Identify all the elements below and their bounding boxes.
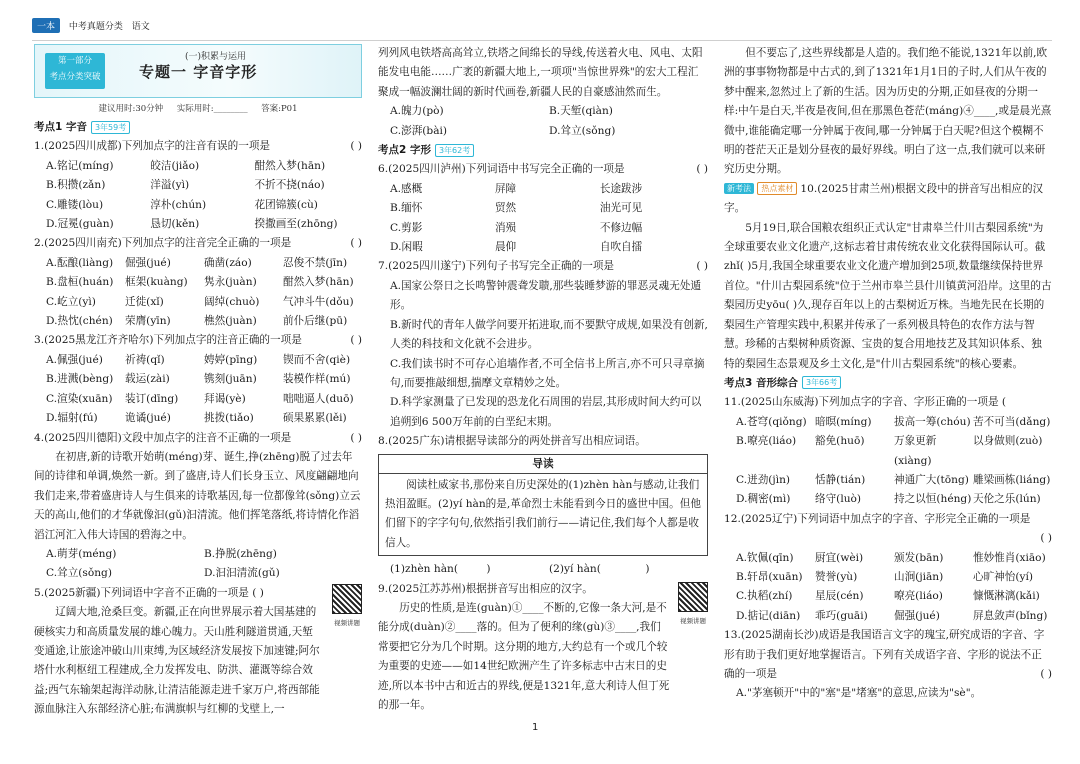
guide-body: 阅读杜威家书,那份来自历史深处的(1)zhèn hàn与感动,让我们热泪盈眶。(2)yí hàn的是,革命烈士未能看到今日的盛世中国。但他们留下的字字句句,依然指引我们前行——请记住,我们每个人都是收信人。 [385,478,701,549]
q1-opt: 淳朴(chún) [150,198,207,211]
q2-opt: C.屹立(yì) [46,295,96,308]
q12-opt: 乖巧(guāi) [815,609,868,622]
q2-options [34,254,362,332]
q11 [724,393,1052,509]
q3-stem: 3.(2025黑龙江齐齐哈尔)下列加点字的注音正确的一项是 [34,334,302,347]
q2-opt: 荣膺(yīn) [125,315,171,328]
q3-opt: 娉婷(pīng) [204,353,258,366]
q4-passage: 在初唐,新的诗歌开始萌(méng)芽、诞生,挣(zhēng)脱了过去年间的诗律和单调,焕然一新。到了盛唐,诗人们长身玉立、风度翩翩地向我们走来,带着盛唐诗人与生俱来的诗歌基因,每一位都像耸(sǒng)立云天的高山,他们的才华就像汩(gǔ)汩清流。他们挥笔落纸,将诗情化作滔滔江河汇入伟大诗国的碧海之中。 [34,450,361,541]
q9 [378,580,708,716]
q12-opt: 惟妙惟肖(xiāo) [973,551,1046,564]
q12-opt: 嘹亮(liáo) [894,590,943,603]
q10 [724,180,1052,374]
q1-opt: 酣然入梦(hān) [254,159,326,172]
q10-tag-new: 新考法 [724,183,754,194]
q2-opt: 确凿(záo) [204,256,252,269]
q2-opt: 隽永(juàn) [204,276,257,289]
q8-a2-label: (2)yí hàn( [549,563,601,576]
q6-stem: 6.(2025四川泸州)下列词语中书写完全正确的一项是 [378,163,625,176]
q6-opt: 屏障 [494,182,517,195]
q11-opt: 神通广大(tōng) [894,473,969,486]
q12-paren: ( ) [1040,532,1052,545]
q1-opt: B.积攒(zǎn) [46,179,106,192]
q1-opt: 恳切(kěn) [150,218,200,231]
q12-opt: 屏息敛声(bǐng) [973,609,1048,622]
q11-opt: B.嘹亮(liáo) [736,435,797,448]
q10-stem: 10.(2025甘肃兰州)根据文段中的拼音写出相应的汉字。 [724,182,1044,215]
q4-paren: ( ) [350,431,362,444]
q11-options [724,413,1052,510]
q2-opt: 忍俊不禁(jīn) [283,256,348,269]
q6-opt: 自吹自擂 [599,241,643,254]
page-number: 1 [532,722,539,733]
q3-opt: 锲而不舍(qiè) [283,353,351,366]
q13 [724,626,1052,704]
q6-opt: 不修边幅 [599,221,643,234]
part-badge [45,53,105,89]
q1-opt: 揆撒画至(zhōng) [254,218,338,231]
part-sub-label: 考点分类突破 [49,72,101,82]
q12-opt: 心旷神怡(yí) [973,570,1034,583]
series-name: 中考真题分类 [68,22,123,32]
q5-opt: B.天堑(qiàn) [549,105,613,118]
q9-stem: 9.(2025江苏苏州)根据拼音写出相应的汉字。 [378,582,593,595]
q2 [34,234,362,331]
subject-name: 语文 [131,22,150,32]
guide-title: 导读 [379,455,707,474]
q6-opt: 晨仰 [494,241,517,254]
q3-opt: 装模作样(mú) [283,373,351,386]
q12-opt: 山涧(jiān) [894,570,944,583]
q3-opt: C.渲染(xuān) [46,392,113,405]
q7-opt: D.科学家测量了已发现的恐龙化石周围的岩层,其形成时间大约可以追朔到6 500万年前的白垩纪末期。 [390,396,702,428]
q11-opt: C.迸劲(jìn) [736,473,791,486]
q6-opt: 贸然 [494,202,517,215]
q11-opt: 拔高一筹(chóu) [894,415,971,428]
kp3-tag: 3年66考 [802,376,841,389]
q2-opt: 迁徙(xǐ) [125,295,164,308]
q8 [378,432,708,579]
q3-opt: 咄咄逼人(duō) [283,392,354,405]
q3-opt: 挑拨(tiǎo) [204,412,254,425]
q3-options [34,351,362,429]
q3-opt: 拜谒(yè) [204,392,246,405]
q5-qr-label: 视频讲题 [334,618,360,627]
qr-code-icon[interactable] [332,584,362,614]
q2-opt: D.热忱(chén) [46,315,113,328]
q4 [34,429,362,584]
q5-passage: 辽阔大地,沧桑巨变。新疆,正在向世界展示着大国基建的硬核实力和高质量发展的雄心魄力。天山胜利隧道贯通,天堑变通途,让旅途冲破山川束缚,为区域经济发展按下加速键;阿尔塔什水利枢纽工程建成,全力发挥发电、防洪、灌溉等综合效益;西气东输架起海洋动脉,让清洁能源走进千家万户,将西部能源血脉注入东部经济心脏;布满旗帜与红柳的戈壁上,一 [34,606,320,716]
q4-opt: C.耸立(sǒng) [46,567,112,580]
q11-opt: 以身做则(zuò) [973,435,1043,448]
q3-paren: ( ) [350,334,362,347]
q11-opt: A.苍穹(qiǒng) [736,415,807,428]
q12-opt: B.轩昂(xuān) [736,570,803,583]
q2-paren: ( ) [350,237,362,250]
qr-code-icon[interactable] [678,582,708,612]
q6-opt: D.闲暇 [390,241,423,254]
q3 [34,331,362,428]
q1-stem: 1.(2025四川成都)下列加点字的注音有误的一项是 [34,140,271,153]
q5-opt: D.耸立(sǒng) [549,124,616,137]
q1 [34,137,362,234]
brand-logo: 一本 [32,18,60,33]
q2-opt: B.盘桓(huán) [46,276,114,289]
q2-opt: 框架(kuàng) [125,276,188,289]
q6-paren: ( ) [696,163,708,176]
q10-passage: 5月19日,联合国粮农组织正式认定"甘肃皋兰什川古梨园系统"为全球重要农业文化遗产,这标志着甘肃传统农业文化获得国际认可。截zhǐ( )5月,我国全球重要农业文化遗产增加到25项,数量继续保持世界首位。"什川古梨园系统"位于兰州市皋兰县什川镇黄河沿岸。这里的古梨园历史yōu( )久,现存百年以上的古梨树近万株。当地先民在长期的梨园生产管理实践中,积累并传承了一系列极具特色的农作方法与智慧。珍稀的古梨树种质资源、宝贵的复合用地技艺及其知识体系、独特的梨园生态景观及乡土文化,是"什川古梨园系统"的核心要素。 [724,221,1052,370]
q5-opt: C.澎湃(bài) [390,124,448,137]
q6-opt: 长途跋涉 [599,182,643,195]
kp1-title-text: 考点1 字音 [34,121,87,133]
q1-opt: C.雕镂(lòu) [46,198,104,211]
kp1-tag: 3年59考 [91,121,130,134]
q12-opt: 倔强(jué) [894,609,940,622]
kp1-title [34,118,362,137]
chapter-title: 专题一 字音字形 [139,63,258,81]
guide-box [378,454,708,557]
q2-stem: 2.(2025四川南充)下列加点字的注音完全正确的一项是 [34,237,292,250]
column-right [724,44,1052,704]
q1-opt: 不折不挠(náo) [254,179,325,192]
q2-opt: 前仆后继(pū) [283,315,348,328]
q3-opt: 装订(dīng) [125,392,179,405]
kp2-tag: 3年62考 [435,144,474,157]
top-bar [32,18,1052,41]
q1-opt: 洋溢(yì) [150,179,190,192]
answer-ref: 答案:P01 [261,104,298,114]
q9-passage-cont: 但不要忘了,这些界线都是人造的。我们绝不能说,1321年以前,欧洲的事事物物都是中古式的,到了1321年1月1日的子时,人们从午夜的梦中醒来,忽然过上了新的生活。因为历史的分期,正如昼夜的分期一样:中午是白天,半夜是夜间,但在那黑色苍茫(máng)④____,或是晨光熹微中,谁能确定哪一分钟属于夜间,哪一分钟属于白天呢?但这个模糊不明的苍茫天正是划分昼夜的最好界线。明白了这一点,我们就可以来研究历史分期。 [724,47,1052,176]
kp2-title [378,141,708,160]
q6-opt: B.缅怀 [390,202,423,215]
q11-paren: ( [1001,396,1007,409]
q9-qr-label: 视频讲题 [680,616,706,625]
column-left [34,44,362,720]
q7 [378,257,708,432]
q2-opt: A.酝酿(liàng) [46,256,114,269]
q12-opt: 颁发(bān) [894,551,944,564]
q12-opt: 厨宜(wèi) [815,551,864,564]
q4-stem: 4.(2025四川德阳)文段中加点字的注音不正确的一项是 [34,431,292,444]
q3-opt: 祈祷(qǐ) [125,353,165,366]
q12-opt: D.掂记(diān) [736,609,801,622]
q6 [378,160,708,257]
q9-passage: 历史的性质,是连(guàn)①____不断的,它像一条大河,是不能分成(duàn)②____落的。但为了便利的缘(gù)③____,我们常要把它分为几个时期。这分期的地方,大约总有一个或几个较为重要的史迹——如14世纪欧洲产生了许多标志中古末日的史迹,所以本书中古和近古的界线,便是1321年,意大利诗人但丁死的那一年。 [378,601,670,711]
q12 [724,510,1052,626]
q5-paren: ( ) [252,586,264,599]
q3-opt: 硕果累累(lěi) [283,412,347,425]
q2-opt: 倔强(jué) [125,256,171,269]
q6-options [378,180,708,258]
q11-opt: D.稠密(mì) [736,493,791,506]
q12-opt: 星辰(cén) [815,590,864,603]
q13-paren: ( ) [1040,668,1052,680]
actual-time: 实际用时: [176,104,214,114]
q3-opt: 诡谲(jué) [125,412,171,425]
suggested-time: 建议用时:30分钟 [98,104,164,114]
q13-opt: A."茅塞顿开"中的"塞"是"堵塞"的意思,应读为"sè"。 [736,687,982,700]
q11-opt: 恬静(tián) [815,473,866,486]
q5 [34,584,362,720]
q6-opt: C.剪影 [390,221,423,234]
q5-stem: 5.(2025新疆)下列词语中字音不正确的一项是 [34,586,249,599]
q1-options [34,157,362,235]
q12-opt: A.钦佩(qīn) [736,551,794,564]
q12-opt: 慷慨淋漓(kǎi) [973,590,1040,603]
q6-opt: 消殒 [494,221,517,234]
chapter-header [34,44,362,98]
q7-opt: B.新时代的青年人做学问要开拓进取,而不要默守成规,如果没有创新,人类的科技和文化就不会进步。 [390,318,708,351]
q8-answer-1[interactable]: (1)zhèn hàn( ) [390,560,549,579]
kp3-title-text: 考点3 音形综合 [724,376,798,389]
q5-options [378,102,708,141]
column-middle [378,44,708,715]
q8-answer-2[interactable]: (2)yí hàn( ) [549,560,708,579]
q11-opt: 持之以恒(héng) [894,493,972,506]
time-row: 建议用时:30分钟 实际用时:________ 答案:P01 [98,104,298,114]
q4-opt: D.汩汩清流(gǔ) [204,567,280,580]
q11-opt: 暗暝(míng) [815,415,872,428]
q3-opt: B.进溅(bèng) [46,373,114,386]
q3-opt: 镌刻(juān) [204,373,257,386]
q11-opt: 苦不可当(dǎng) [973,415,1051,428]
q4-opt: B.挣脱(zhēng) [204,547,277,560]
q4-options [34,545,362,584]
q6-opt: A.感概 [390,182,423,195]
q3-opt: A.佩强(jué) [46,353,103,366]
q8-a1-label: (1)zhèn hàn( [390,563,458,576]
q3-opt: 载运(zài) [125,373,170,386]
q11-opt: 天伦之乐(lún) [973,493,1041,506]
q2-opt: 阔绰(chuò) [204,295,260,308]
kp2-title-text: 考点2 字形 [378,144,431,157]
q2-opt: 气冲斗牛(dǒu) [283,295,354,308]
q11-opt: 雕梁画栋(liáng) [973,473,1051,486]
q11-opt: 络守(luò) [815,493,862,506]
q2-opt: 酣然入梦(hān) [283,276,354,289]
q2-opt: 樵然(juàn) [204,315,257,328]
q12-opt: 赞誉(yù) [815,570,858,583]
q7-stem: 7.(2025四川遂宁)下列句子书写完全正确的一项是 [378,260,615,273]
q3-opt: D.辐射(fú) [46,412,98,425]
q12-options [724,549,1052,627]
q1-opt: A.铭记(míng) [46,159,114,172]
q7-opt: A.国家公祭日之长鸣警钟震聋发聩,那些装睡梦游的罪恶灵魂无处遁形。 [390,279,702,312]
q11-stem: 11.(2025山东威海)下列加点字的字音、字形正确的一项是 [724,396,999,409]
q5-qr[interactable] [332,584,362,633]
q7-opt: C.我们读书时不可存心追墙作者,不可全信书上所言,亦不可只寻章摘句,而要推敲细想,揣摩文章精妙之处。 [390,357,705,389]
q6-opt: 油光可见 [599,202,643,215]
q11-opt: 万象更新(xiàng) [894,435,937,467]
q10-tag-hot: 热点素材 [757,182,797,195]
q1-opt: 花团锦簇(cù) [254,198,318,211]
q12-stem: 12.(2025辽宁)下列词语中加点字的字音、字形完全正确的一项是 [724,512,1031,525]
q13-stem: 13.(2025湖南长沙)成语是我国语言文字的瑰宝,研究成语的字音、字形有助于我们更好地掌握语言。下列有关成语字音、字形的说法不正确的一项是 [724,629,1045,680]
part-label: 第一部分 [57,56,92,66]
q1-opt: 皎洁(jiǎo) [150,159,200,172]
q11-opt: 豁免(huō) [815,435,865,448]
q9-qr[interactable] [678,582,708,631]
q12-opt: C.执稻(zhí) [736,590,793,603]
q8-answers [378,560,708,579]
q5-passage-cont: 列列风电铁塔高高耸立,铁塔之间绵长的导线,传送着火电、风电、太阳能发电电能……广袤的新疆大地上,一项项"当惊世界殊"的宏大工程汇聚成一幅波澜壮阔的新时代画卷,新疆人民的自豪感油然而生。 [378,47,703,98]
q1-paren: ( ) [350,140,362,153]
q7-paren: ( ) [696,260,708,273]
q8-stem: 8.(2025广东)请根据导读部分的两处拼音写出相应词语。 [378,435,646,448]
q4-opt: A.萌芽(méng) [46,547,117,560]
q1-opt: D.冠冕(guàn) [46,218,114,231]
q5-opt: A.魄力(pò) [390,105,444,118]
section-label: (一)积累与运用 [185,52,247,62]
kp3-title [724,374,1052,393]
